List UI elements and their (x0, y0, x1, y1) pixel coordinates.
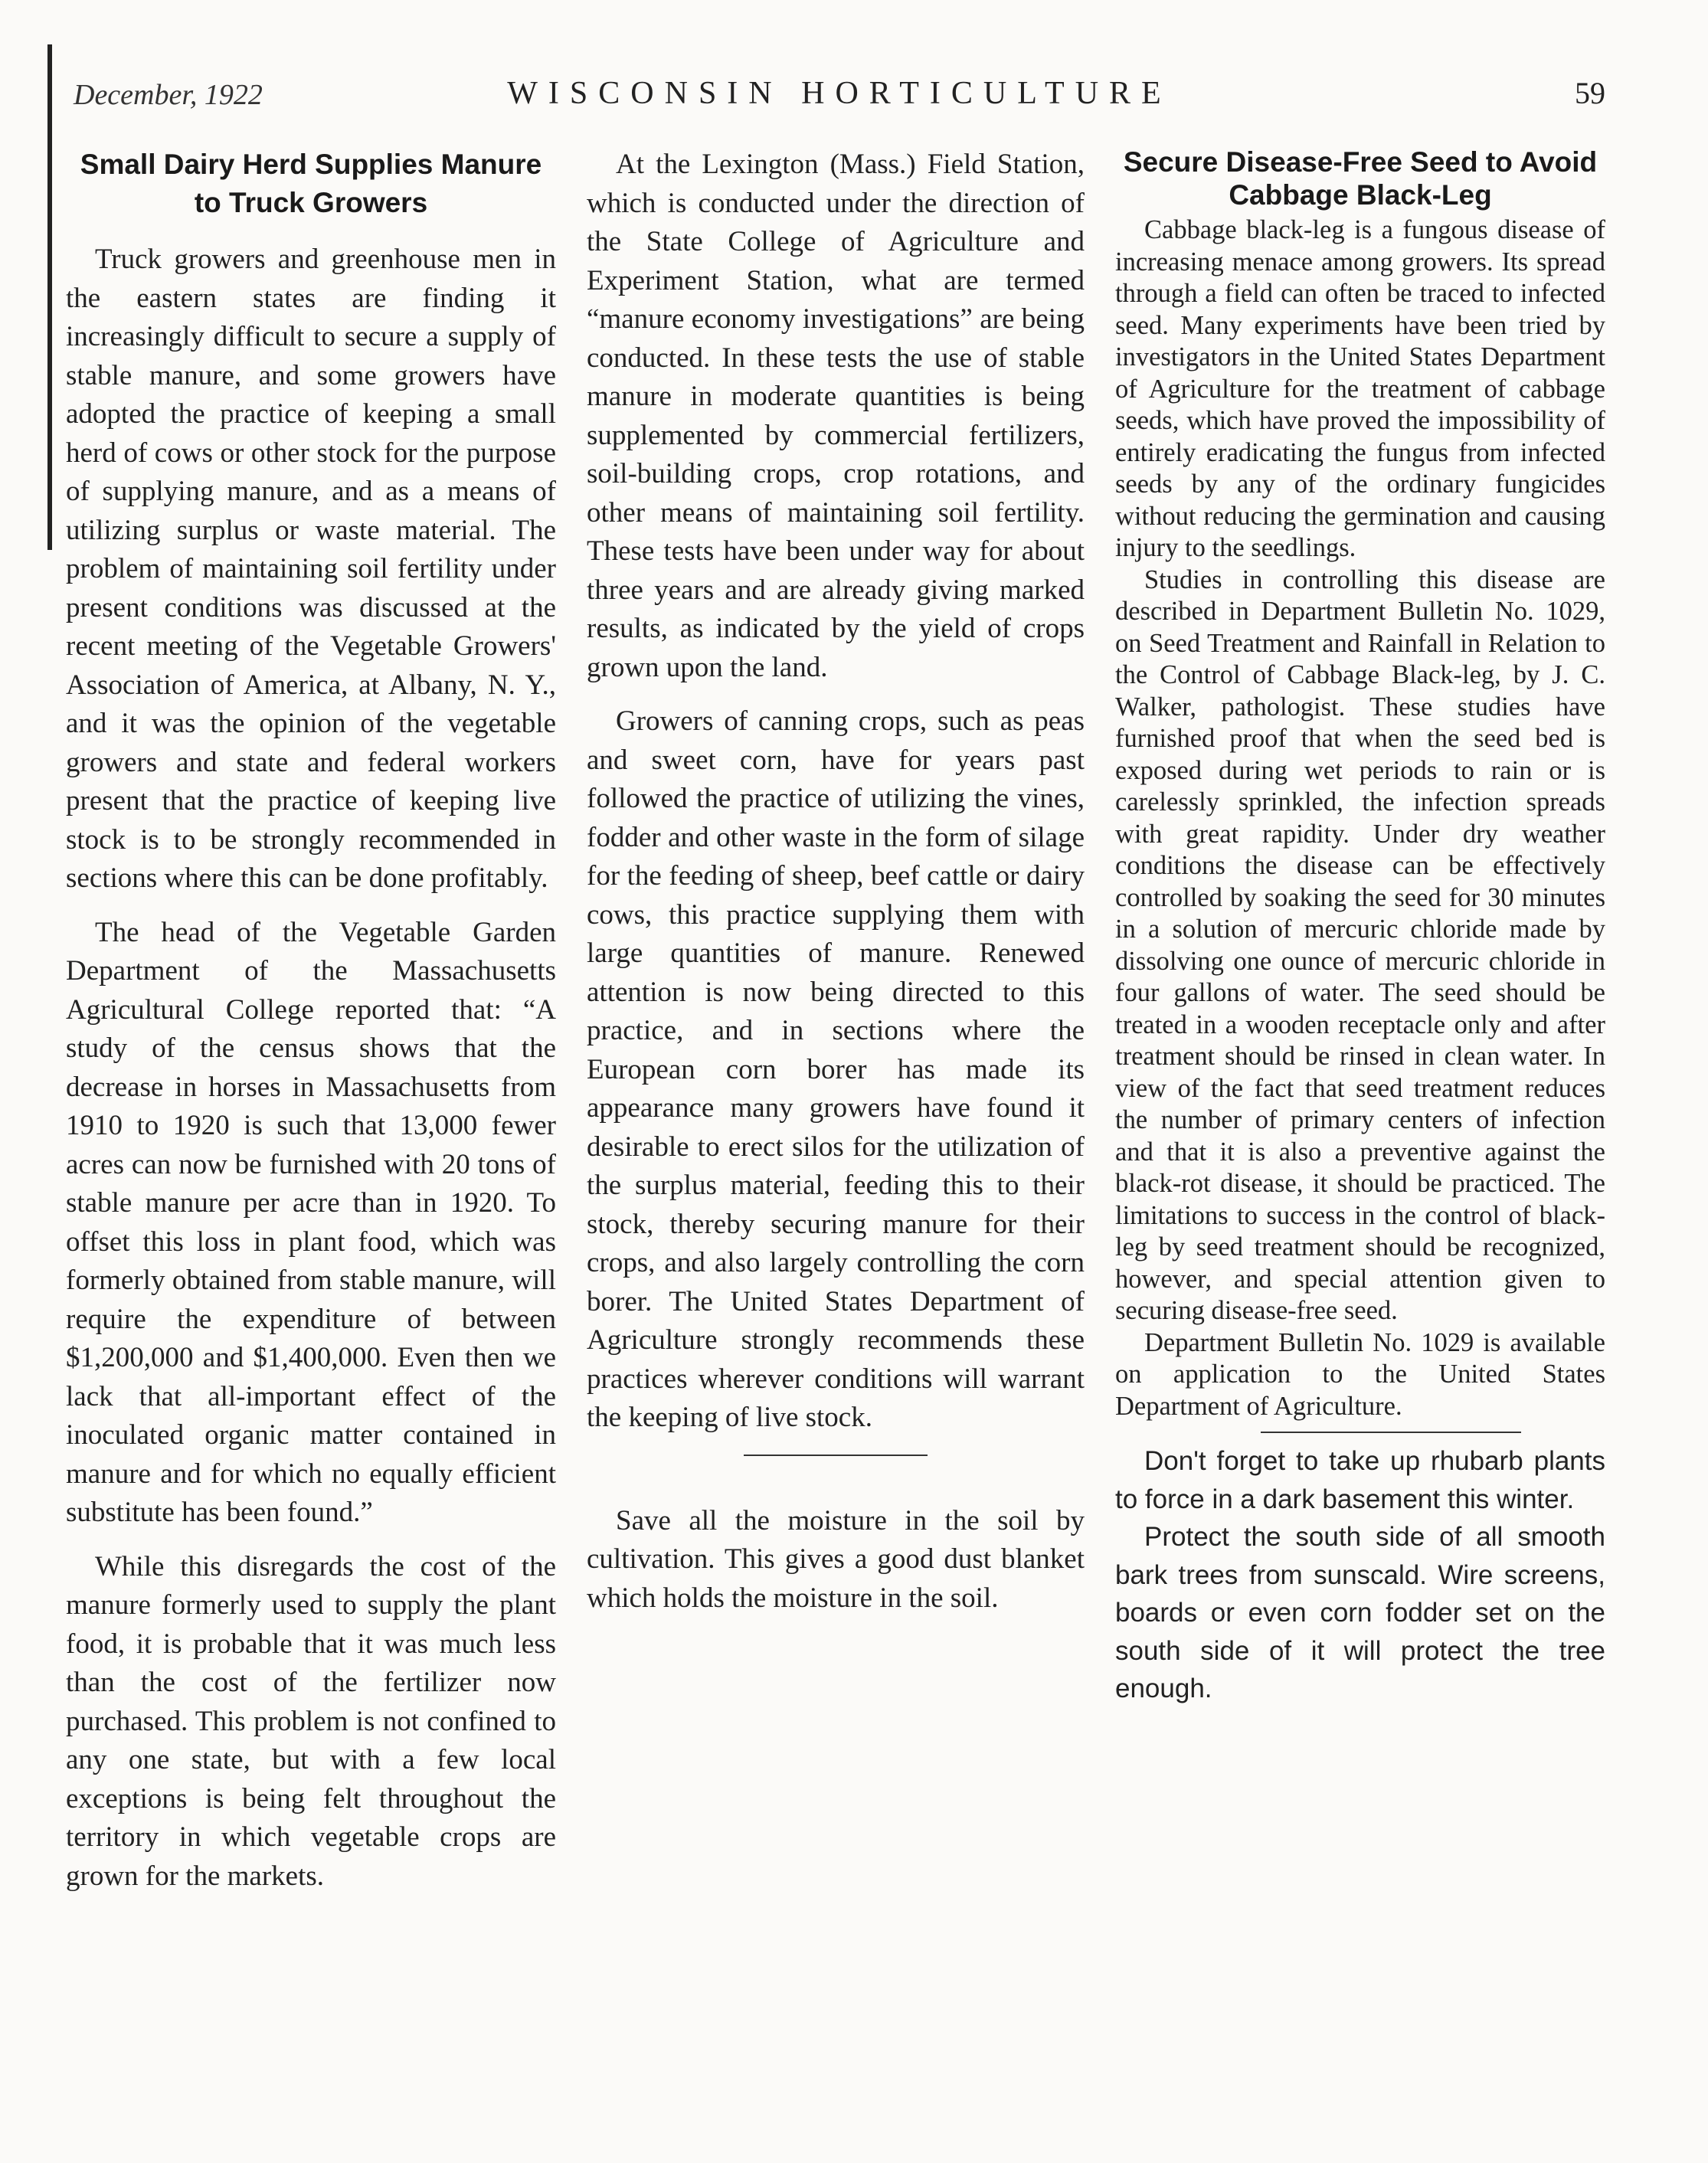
section-divider (744, 1455, 928, 1456)
margin-rule (47, 44, 52, 550)
article-2-paragraph: Studies in controlling this disease are described in Department Bulletin No. 1029, on Seed Treatment and Rainfall in Relation to the Control of Cabbage Black-leg, by J. C. Walker, pathologist. These studies have furnished proof that when the seed bed is exposed during wet periods to rain or is carelessly sprinkled, the infection spreads with great rapidity. Under dry weather conditions the disease can be effectively controlled by soaking the seed for 30 minutes in a solution of mercuric chloride made by dissolving one ounce of mercuric chloride in four gallons of water. The seed should be treated in a wooden receptacle only and after treatment should be rinsed in clean water. In view of the fact that seed treatment reduces the number of primary centers of infection and that it is also a preventive against the black-rot disease, it should be practiced. The limitations to success in the control of black-leg by seed treatment should be recognized, however, and special attention given to securing disease-free seed. (1115, 564, 1605, 1325)
article-1-paragraph: Truck growers and greenhouse men in the eastern states are finding it increasingly difficult to secure a supply of stable manure, and some growers have adopted the practice of keeping a small herd of cows or other stock for the purpose of supplying manure, and as a means of utilizing surplus or waste material. The problem of maintaining soil fertility under present conditions was discussed at the recent meeting of the Vegetable Growers' Association of America, at Albany, N. Y., and it was the opinion of the vegetable growers and state and federal workers present that the practice of keeping live stock is to be strongly recommended in sections where this can be done profitably. (66, 244, 556, 894)
article-1-paragraph: Growers of canning crops, such as peas and sweet corn, have for years past followed the practice of utilizing the vines, fodder and other waste in the form of silage for the feeding of sheep, beef cattle or dairy cows, this practice supplying them with large quantities of manure. Renewed attention is now being directed to this practice, and in sections where the European corn borer has made its appearance many growers have found it desirable to erect silos for the utilization of the surplus material, feeding this to their stock, thereby securing manure for their crops, and also largely controlling the corn borer. The United States Department of Agriculture strongly recommends these practices wherever conditions will warrant the keeping of live stock. (587, 705, 1085, 1433)
article-2-paragraph: Department Bulletin No. 1029 is available on application to the United States Department of Agriculture. (1115, 1327, 1605, 1421)
article-2-paragraph: Cabbage black-leg is a fungous disease of increasing menace among growers. Its spread through a field can often be traced to infected seed. Many experiments have been tried by investigators in the United States Department of Agriculture for the treatment of cabbage seeds, which have proved the impossibility of entirely eradicating the fungus from infected seeds by any of the ordinary fungicides without reducing the germination and causing injury to the seedlings. (1115, 215, 1605, 562)
column-1 (66, 146, 556, 1896)
column-3 (1115, 146, 1605, 1708)
sunscald-note: Protect the south side of all smooth bark trees from sunscald. Wire screens, boards or even corn fodder set on the south side of it will protect the tree enough. (1115, 1522, 1605, 1703)
rhubarb-note: Don't forget to take up rhubarb plants to force in a dark basement this winter. (1115, 1446, 1605, 1514)
article-1-paragraph: The head of the Vegetable Garden Department of the Massachusetts Agricultural College reported that: “A study of the census shows that the decrease in horses in Massachusetts from 1910 to 1920 is such that 13,000 fewer acres can now be furnished with 20 tons of stable manure per acre than in 1920. To offset this loss in plant food, which was formerly obtained from stable manure, will require the expenditure of between $1,200,000 and $1,400,000. Even then we lack that all-important effect of the inoculated organic matter contained in manure and for which no equally efficient substitute has been found.” (66, 916, 556, 1528)
column-2 (587, 146, 1085, 1633)
article-1-headline: Small Dairy Herd Supplies Manure to Truck Growers (80, 149, 542, 218)
moisture-note: Save all the moisture in the soil by cultivation. This gives a good dust blanket which holds the moisture in the soil. (587, 1504, 1085, 1614)
article-1-paragraph: While this disregards the cost of the manure formerly used to supply the plant food, it is probable that it was much less than the cost of the fertilizer now purchased. This problem is not confined to any one state, but with a few local exceptions is being felt throughout the territory in which vegetable crops are grown for the markets. (66, 1550, 556, 1892)
page-number: 59 (1575, 76, 1605, 110)
journal-title: WISCONSIN HORTICULTURE (507, 76, 1172, 111)
section-divider (1261, 1432, 1521, 1433)
article-1-paragraph: At the Lexington (Mass.) Field Station, which is conducted under the direction of the State College of Agriculture and Experiment Station, what are termed “manure economy investigations” are being conducted. In these tests the use of stable manure in moderate quantities is being supplemented by commercial fertilizers, soil-building crops, crop rotations, and other means of maintaining soil fertility. These tests have been under way for about three years and are already giving marked results, as indicated by the yield of crops grown upon the land. (587, 149, 1085, 683)
article-2-headline: Secure Disease-Free Seed to Avoid Cabbage Black-Leg (1123, 146, 1598, 211)
page-header (74, 74, 1605, 119)
issue-date: December, 1922 (74, 79, 263, 111)
garden-notes (1115, 1442, 1605, 1708)
